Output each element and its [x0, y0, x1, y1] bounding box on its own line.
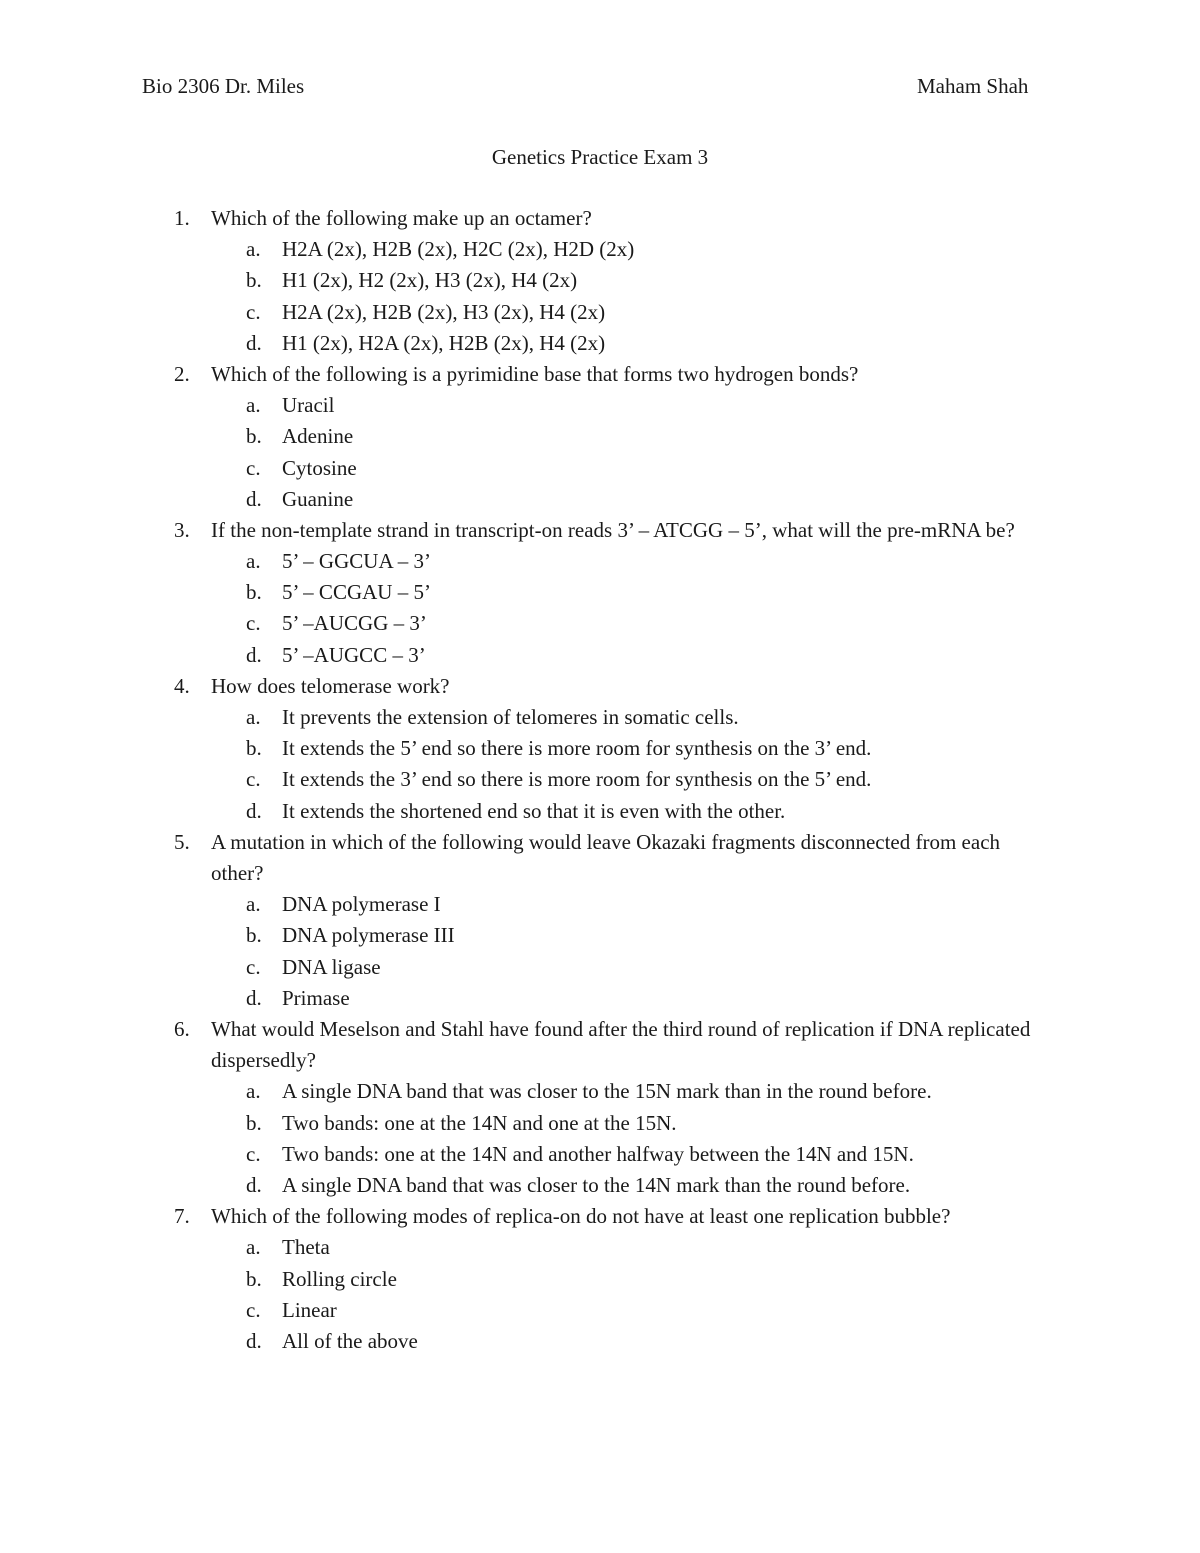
option	[0, 1232, 1200, 1263]
option-text: Two bands: one at the 14N and one at the 15N.	[282, 1110, 677, 1135]
option-text: Linear	[282, 1297, 337, 1322]
option-list	[0, 702, 1200, 827]
option	[0, 546, 1200, 577]
option-text: 5’ – GGCUA – 3’	[282, 549, 431, 574]
question-text: What would Meselson and Stahl have found after the third round of replication if DNA replicated dispersedly?	[211, 1016, 1031, 1073]
page-title: Genetics Practice Exam 3	[491, 145, 709, 169]
option-text: Uracil	[282, 393, 335, 418]
question-text: How does telomerase work?	[211, 673, 450, 698]
question-number: 3.	[174, 517, 190, 542]
option-text: All of the above	[282, 1328, 418, 1353]
option	[0, 421, 1200, 452]
option-letter: c.	[246, 954, 261, 979]
option-letter: b.	[246, 736, 262, 761]
author-name: Maham Shah	[917, 74, 1029, 98]
option-text: Two bands: one at the 14N and another halfway between the 14N and 15N.	[282, 1141, 914, 1166]
question-1	[0, 203, 1200, 359]
option	[0, 1076, 1200, 1107]
option	[0, 1108, 1200, 1139]
option	[0, 265, 1200, 296]
option-letter: b.	[246, 424, 262, 449]
option-letter: a.	[246, 237, 261, 262]
option	[0, 983, 1200, 1014]
option	[0, 1295, 1200, 1326]
option-letter: a.	[246, 1079, 261, 1104]
option-list	[0, 1076, 1200, 1201]
option	[0, 952, 1200, 983]
option-text: It extends the 3’ end so there is more room for synthesis on the 5’ end.	[282, 767, 872, 792]
option-text: DNA polymerase III	[282, 923, 455, 948]
option-letter: b.	[246, 1110, 262, 1135]
question-text: Which of the following is a pyrimidine base that forms two hydrogen bonds?	[211, 361, 859, 386]
option	[0, 297, 1200, 328]
question-7	[0, 1201, 1200, 1357]
option	[0, 764, 1200, 795]
option-text: 5’ –AUCGG – 3’	[282, 611, 427, 636]
question-text: Which of the following make up an octamer?	[211, 206, 592, 230]
option-list	[0, 889, 1200, 1014]
course-header: Bio 2306 Dr. Miles	[142, 74, 305, 98]
option-letter: b.	[246, 1266, 262, 1291]
question-list	[0, 203, 1200, 1357]
option-letter: c.	[246, 299, 261, 324]
option-letter: d.	[246, 486, 262, 511]
option-letter: a.	[246, 1235, 261, 1260]
option-letter: c.	[246, 1141, 261, 1166]
option-text: Primase	[282, 985, 350, 1010]
option-letter: c.	[246, 1297, 261, 1322]
question-2	[0, 359, 1200, 515]
option	[0, 234, 1200, 265]
option	[0, 1326, 1200, 1357]
option-letter: d.	[246, 642, 262, 667]
question-number: 5.	[174, 829, 190, 854]
option-text: DNA polymerase I	[282, 892, 441, 917]
option-text: H2A (2x), H2B (2x), H2C (2x), H2D (2x)	[282, 237, 635, 262]
question-text: A mutation in which of the following would leave Okazaki fragments disconnected from each other?	[211, 829, 1001, 886]
option-text: Guanine	[282, 486, 354, 511]
option	[0, 1264, 1200, 1295]
option-list	[0, 546, 1200, 671]
question-3	[0, 515, 1200, 671]
option-letter: d.	[246, 330, 262, 355]
option-letter: b.	[246, 580, 262, 605]
option	[0, 702, 1200, 733]
option-text: Adenine	[282, 424, 354, 449]
option-text: Rolling circle	[282, 1266, 397, 1291]
option-letter: d.	[246, 798, 262, 823]
question-number: 7.	[174, 1204, 190, 1229]
option	[0, 640, 1200, 671]
question-number: 2.	[174, 361, 190, 386]
option-letter: c.	[246, 611, 261, 636]
option	[0, 577, 1200, 608]
option-text: H1 (2x), H2A (2x), H2B (2x), H4 (2x)	[282, 330, 606, 355]
option-text: H2A (2x), H2B (2x), H3 (2x), H4 (2x)	[282, 299, 606, 324]
option	[0, 328, 1200, 359]
question-number: 4.	[174, 673, 190, 698]
option	[0, 390, 1200, 421]
option-list	[0, 1232, 1200, 1357]
option-text: DNA ligase	[282, 954, 381, 979]
option-text: 5’ –AUGCC – 3’	[282, 642, 426, 667]
option-letter: a.	[246, 393, 261, 418]
question-number: 6.	[174, 1016, 190, 1041]
option	[0, 796, 1200, 827]
option-list	[0, 390, 1200, 515]
option	[0, 1170, 1200, 1201]
option-letter: a.	[246, 549, 261, 574]
option	[0, 920, 1200, 951]
question-4	[0, 671, 1200, 827]
option-letter: b.	[246, 923, 262, 948]
question-text: If the non-template strand in transcript-on reads 3’ – ATCGG – 5’, what will the pre-mRNA be?	[211, 517, 1015, 542]
option-text: A single DNA band that was closer to the 14N mark than the round before.	[282, 1172, 911, 1197]
option-text: A single DNA band that was closer to the 15N mark than in the round before.	[282, 1079, 932, 1104]
option-text: Cytosine	[282, 455, 357, 480]
option-text: It prevents the extension of telomeres in somatic cells.	[282, 705, 739, 730]
option	[0, 608, 1200, 639]
question-text: Which of the following modes of replica-on do not have at least one replication bubble?	[211, 1204, 951, 1229]
option	[0, 484, 1200, 515]
option-letter: c.	[246, 455, 261, 480]
option-letter: b.	[246, 268, 262, 293]
option-letter: d.	[246, 985, 262, 1010]
option-text: It extends the shortened end so that it is even with the other.	[282, 798, 786, 823]
option-letter: d.	[246, 1172, 262, 1197]
option-text: 5’ – CCGAU – 5’	[282, 580, 431, 605]
option	[0, 889, 1200, 920]
option-letter: d.	[246, 1328, 262, 1353]
option	[0, 1139, 1200, 1170]
question-number: 1.	[174, 206, 190, 230]
option-text: Theta	[282, 1235, 330, 1260]
option-list	[0, 234, 1200, 359]
question-6	[0, 1014, 1200, 1201]
option	[0, 733, 1200, 764]
option-letter: a.	[246, 892, 261, 917]
option-letter: a.	[246, 705, 261, 730]
option-letter: c.	[246, 767, 261, 792]
option-text: It extends the 5’ end so there is more room for synthesis on the 3’ end.	[282, 736, 872, 761]
question-5	[0, 827, 1200, 1014]
option	[0, 453, 1200, 484]
option-text: H1 (2x), H2 (2x), H3 (2x), H4 (2x)	[282, 268, 578, 293]
